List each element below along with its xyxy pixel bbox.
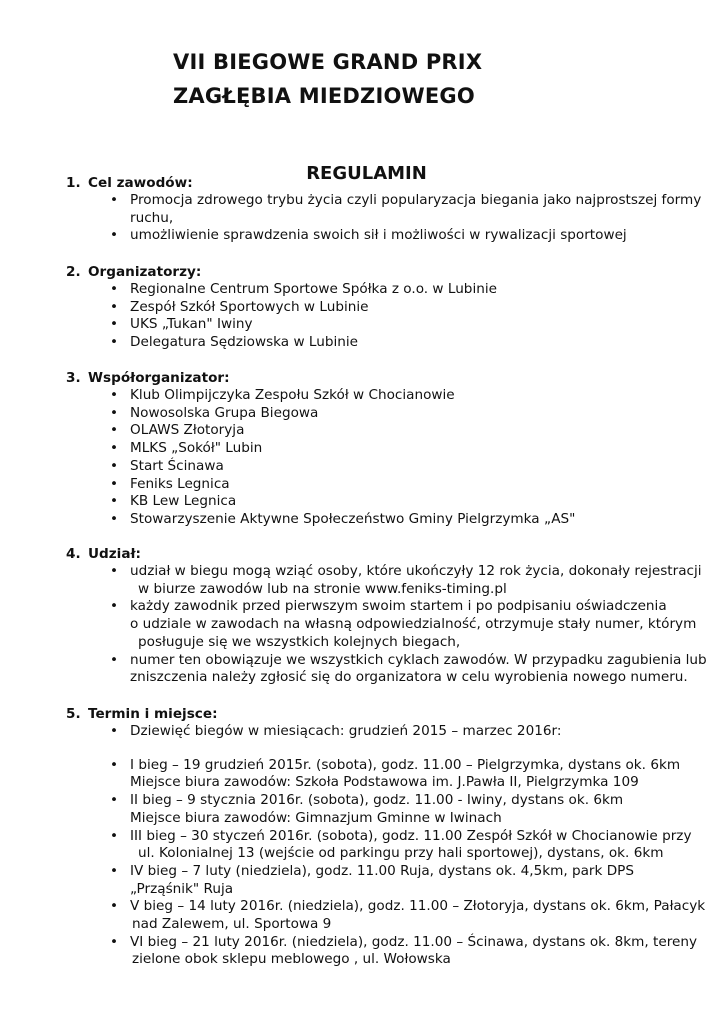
section-udzial: [66, 545, 707, 687]
item-text: Start Ścinawa: [130, 457, 224, 474]
item-text: każdy zawodnik przed pierwszym swoim startem i po podpisaniu oświadczenia: [130, 598, 667, 615]
list-item: [66, 563, 702, 598]
list-item: [66, 316, 686, 334]
item-text: Zespół Szkół Sportowych w Lubinie: [130, 298, 369, 315]
item-text: Dziewięć biegów w miesiącach: grudzień 2015 – marzec 2016r:: [130, 723, 562, 739]
race-item: [66, 898, 706, 933]
list-item: [66, 651, 707, 687]
item-text: Regionalne Centrum Sportowe Spółka z o.o. w Lubinie: [130, 281, 497, 297]
section-title: Współorganizator:: [88, 370, 230, 386]
list-item: [66, 723, 686, 741]
section-heading: [66, 545, 686, 563]
section-termin-i-miejsce: [66, 705, 706, 969]
item-text-continued: ruchu,: [130, 209, 174, 226]
race-text-continued: „Prząśnik" Ruja: [130, 880, 234, 897]
bullet-icon: •: [110, 192, 119, 208]
section-number: 4.: [66, 546, 81, 562]
item-text-continued: o udziale w zawodach na własną odpowiedzialność, otrzymuje stały numer, którym: [130, 616, 697, 633]
bullet-icon: •: [110, 422, 119, 439]
bullet-icon: •: [110, 827, 119, 844]
list-item: [66, 281, 686, 299]
item-text: Klub Olimpijczyka Zespołu Szkół w Chocianowie: [130, 387, 455, 403]
list-item: [66, 458, 686, 476]
race-text: II bieg – 9 stycznia 2016r. (sobota), godz. 11.00 - Iwiny, dystans ok. 6km: [130, 792, 624, 809]
bullet-icon: •: [110, 475, 119, 492]
list-item: [66, 405, 686, 423]
bullet-icon: •: [110, 387, 119, 403]
list-item: [66, 476, 686, 494]
document-title-line-2: ZAGŁĘBIA MIEDZIOWEGO: [173, 84, 475, 108]
bullet-icon: •: [110, 510, 119, 527]
bullet-icon: •: [110, 563, 119, 579]
list-item: [66, 387, 686, 405]
bullet-icon: •: [110, 651, 119, 668]
section-number: 5.: [66, 706, 81, 722]
bullet-icon: •: [110, 404, 119, 421]
race-item: [66, 933, 698, 969]
bullet-icon: •: [110, 281, 119, 297]
bullet-icon: •: [110, 862, 119, 879]
section-heading: [66, 174, 686, 192]
list-item: [66, 334, 686, 352]
item-text: Nowosolska Grupa Biegowa: [130, 404, 319, 421]
race-item: [66, 792, 686, 827]
bullet-icon: •: [110, 298, 119, 315]
bullet-icon: •: [110, 792, 119, 809]
section-heading: [66, 369, 686, 387]
race-text: III bieg – 30 styczeń 2016r. (sobota), godz. 11.00 Zespół Szkół w Chocianowie przy: [130, 827, 692, 844]
spacer: [66, 741, 686, 757]
list-item: [66, 422, 686, 440]
race-text-continued: Miejsce biura zawodów: Gimnazjum Gminne w Iwinach: [130, 809, 502, 826]
section-number: 2.: [66, 264, 81, 280]
race-text-continued: zielone obok sklepu meblowego , ul. Wołowska: [132, 951, 451, 968]
bullet-icon: •: [110, 334, 119, 351]
section-title: Termin i miejsce:: [88, 706, 218, 722]
item-text: MLKS „Sokół" Lubin: [130, 440, 263, 457]
list-item: [66, 598, 697, 651]
section-heading: [66, 263, 686, 281]
race-text-continued: Miejsce biura zawodów: Szkoła Podstawowa im. J.Pawła II, Pielgrzymka 109: [130, 774, 639, 791]
list-item: [66, 227, 686, 245]
bullet-icon: •: [110, 598, 119, 615]
race-text: VI bieg – 21 luty 2016r. (niedziela), godz. 11.00 – Ścinawa, dystans ok. 8km, tereny: [130, 933, 698, 950]
bullet-icon: •: [110, 756, 119, 773]
list-item: [66, 440, 686, 458]
item-text-continued: zniszczenia należy zgłosić się do organizatora w celu wyrobienia nowego numeru.: [130, 669, 688, 686]
bullet-icon: •: [110, 316, 119, 333]
race-text-continued: nad Zalewem, ul. Sportowa 9: [132, 916, 332, 933]
bullet-icon: •: [110, 440, 119, 457]
item-text: OLAWS Złotoryja: [130, 422, 245, 439]
list-item: [66, 299, 686, 317]
section-title: Organizatorzy:: [88, 264, 202, 280]
bullet-icon: •: [110, 493, 119, 510]
race-text-continued: ul. Kolonialnej 13 (wejście od parkingu przy hali sportowej), dystans, ok. 6km: [138, 845, 664, 862]
list-item: [66, 511, 686, 529]
section-number: 1.: [66, 175, 81, 191]
item-text: numer ten obowiązuje we wszystkich cyklach zawodów. W przypadku zagubienia lub: [130, 651, 707, 668]
document-subtitle: REGULAMIN: [306, 162, 427, 184]
race-item: [66, 757, 686, 792]
item-text-continued: w biurze zawodów lub na stronie www.feniks-timing.pl: [138, 580, 507, 597]
bullet-icon: •: [110, 723, 119, 739]
section-organizatorzy: [66, 263, 686, 352]
race-item: [66, 863, 686, 898]
list-item: [66, 192, 702, 227]
item-text: KB Lew Legnica: [130, 493, 237, 510]
item-text: UKS „Tukan" Iwiny: [130, 316, 253, 333]
section-title: Udział:: [88, 546, 141, 562]
document-title-line-1: VII BIEGOWE GRAND PRIX: [173, 50, 483, 74]
race-item: [66, 827, 692, 863]
bullet-icon: •: [110, 898, 119, 915]
item-text: Promocja zdrowego trybu życia czyli popularyzacja biegania jako najprostszej formy: [130, 192, 702, 208]
section-number: 3.: [66, 370, 81, 386]
item-text: Stowarzyszenie Aktywne Społeczeństwo Gminy Pielgrzymka „AS": [130, 510, 576, 527]
section-wspolorganizator: [66, 369, 686, 529]
list-item: [66, 493, 686, 511]
item-text: umożliwienie sprawdzenia swoich sił i możliwości w rywalizacji sportowej: [130, 227, 627, 244]
item-text: Delegatura Sędziowska w Lubinie: [130, 334, 359, 351]
section-heading: [66, 705, 686, 723]
item-text: Feniks Legnica: [130, 475, 230, 492]
bullet-icon: •: [110, 457, 119, 474]
item-text: udział w biegu mogą wziąć osoby, które ukończyły 12 rok życia, dokonały rejestracji: [130, 563, 702, 579]
section-title: Cel zawodów:: [88, 175, 193, 191]
race-text: I bieg – 19 grudzień 2015r. (sobota), godz. 11.00 – Pielgrzymka, dystans ok. 6km: [130, 756, 681, 773]
race-text: IV bieg – 7 luty (niedziela), godz. 11.00 Ruja, dystans ok. 4,5km, park DPS: [130, 862, 635, 879]
bullet-icon: •: [110, 227, 119, 244]
race-text: V bieg – 14 luty 2016r. (niedziela), godz. 11.00 – Złotoryja, dystans ok. 6km, Pałacyk: [130, 898, 706, 915]
bullet-icon: •: [110, 933, 119, 950]
item-text-continued: posługuje się we wszystkich kolejnych biegach,: [138, 633, 461, 650]
section-cel-zawodow: [66, 174, 702, 245]
